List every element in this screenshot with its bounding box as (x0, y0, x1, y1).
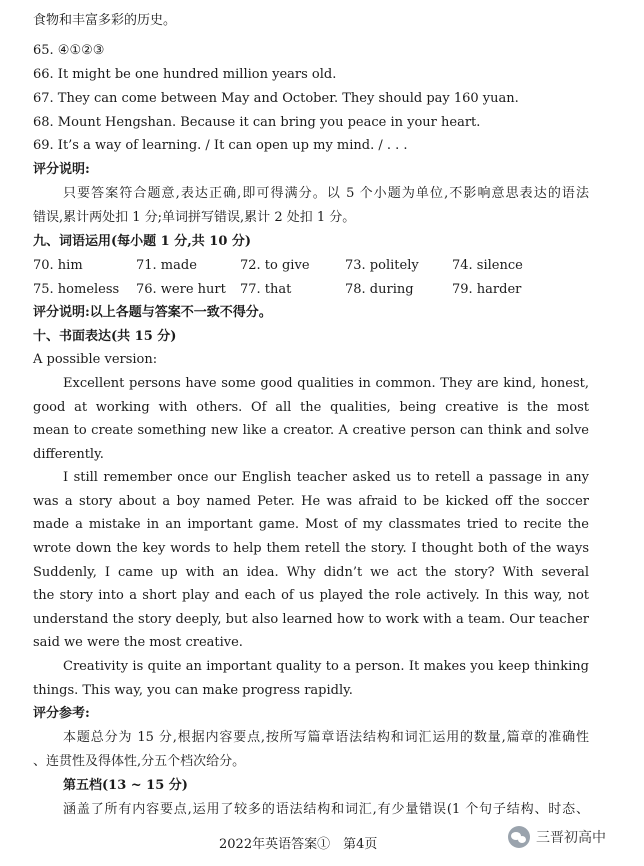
essay-p2-line: made a mistake in an important game. Most of my classmates tried to recite the (33, 517, 589, 532)
answer-69: 69. It’s a way of learning. / It can open up my mind. / . . . (33, 138, 408, 153)
scoring-reference-line-1: 本题总分为 15 分,根据内容要点,按所写篇章语法结构和词汇运用的数量,篇章的准确性 (63, 730, 589, 745)
scoring-note-title: 评分说明: (33, 162, 90, 177)
word-answer: 73. politely (345, 258, 419, 273)
answer-67: 67. They can come between May and October. They should pay 160 yuan. (33, 91, 519, 106)
word-answer: 78. during (345, 282, 414, 297)
scoring-note-line-2: 错误,累计两处扣 1 分;单词拼写错误,累计 2 处扣 1 分。 (33, 210, 356, 225)
answer-68: 68. Mount Hengshan. Because it can bring you peace in your heart. (33, 115, 481, 130)
answer-66: 66. It might be one hundred million years old. (33, 67, 337, 82)
essay-p3-line: things. This way, you can make progress rapidly. (33, 683, 353, 698)
essay-p1-line: Excellent persons have some good qualities in common. They are kind, honest, (63, 376, 589, 391)
essay-p1-line: differently. (33, 447, 104, 462)
watermark-label: 三晋初高中 (536, 830, 606, 846)
line-food-history: 食物和丰富多彩的历史。 (33, 13, 177, 28)
word-answer: 79. harder (452, 282, 522, 297)
watermark (508, 826, 606, 848)
version-label: A possible version: (33, 352, 158, 367)
scoring-note-line-1: 只要答案符合题意,表达正确,即可得满分。以 5 个小题为单位,不影响意思表达的语法 (63, 186, 589, 201)
essay-p2-line: I still remember once our English teacher asked us to retell a passage in any (63, 470, 589, 485)
section-9-title: 九、词语运用(每小题 1 分,共 10 分) (33, 234, 252, 249)
word-answer: 74. silence (452, 258, 523, 273)
essay-p3-line: Creativity is quite an important quality to a person. It makes you keep thinking (63, 659, 589, 674)
essay-p1-line: mean to create something new like a creator. A creative person can think and solve (33, 423, 589, 438)
word-answer: 70. him (33, 258, 83, 273)
word-answer: 77. that (240, 282, 292, 297)
section-10-title: 十、书面表达(共 15 分) (33, 329, 177, 344)
word-answer: 76. were hurt (136, 282, 226, 297)
essay-p2-line: understand the story deeply, but also learned how to work with a team. Our teacher (33, 612, 589, 627)
essay-p2-line: wrote down the key words to help them retell the story. I thought both of the ways (33, 541, 589, 556)
essay-p2-line: Suddenly, I came up with an idea. Why didn’t we act the story? With several (33, 565, 589, 580)
essay-p2-line: said we were the most creative. (33, 635, 243, 650)
scoring-note-2: 评分说明:以上各题与答案不一致不得分。 (33, 305, 272, 320)
tier-5-description: 涵盖了所有内容要点,运用了较多的语法结构和词汇,有少量错误(1 个句子结构、时态、 (63, 802, 589, 817)
answer-65: 65. ④①②③ (33, 43, 105, 58)
essay-p1-line: good at working with others. Of all the qualities, being creative is the most (33, 400, 589, 415)
word-answer: 75. homeless (33, 282, 120, 297)
word-answer: 71. made (136, 258, 197, 273)
page-footer: 2022年英语答案① 第4页 (219, 837, 378, 852)
essay-p2-line: was a story about a boy named Peter. He was afraid to be kicked off the soccer (33, 494, 589, 509)
scoring-reference-title: 评分参考: (33, 706, 90, 721)
scoring-reference-line-2: 、连贯性及得体性,分五个档次给分。 (33, 754, 246, 769)
wechat-icon (508, 826, 530, 848)
essay-p2-line: the story into a short play and each of us played the role actively. In this way, not (33, 588, 589, 603)
tier-5-title: 第五档(13 ~ 15 分) (63, 778, 188, 793)
word-answer: 72. to give (240, 258, 310, 273)
